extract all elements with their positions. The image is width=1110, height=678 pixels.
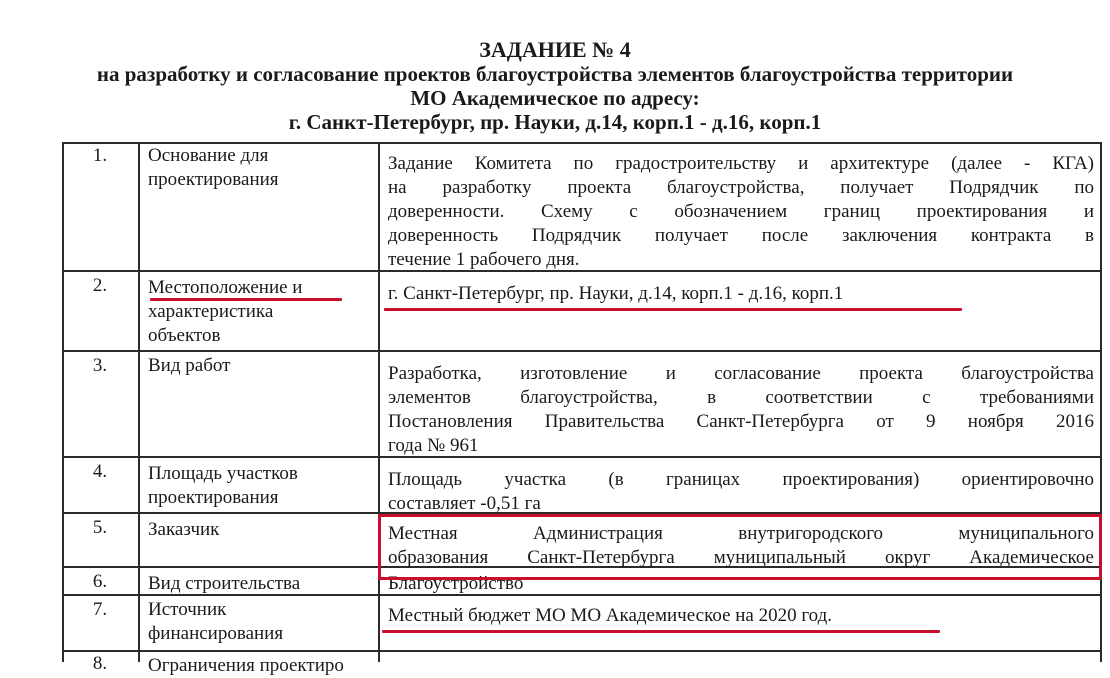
row-value [388, 468, 1094, 516]
row-name-line: объектов [148, 325, 221, 346]
row-name [148, 144, 374, 192]
row-name-line: Заказчик [148, 519, 220, 540]
row-name [148, 572, 374, 596]
row-value-line: Местная Администрация внутригородского муниципального [388, 523, 1094, 544]
row-number: 1. [92, 145, 108, 166]
row-number: 6. [92, 571, 108, 592]
row-name-line: Ограничения проектиро [148, 655, 344, 676]
row-value-line: доверенность Подрядчик получает после заключения контракта в [388, 225, 1094, 246]
table-border-col2 [378, 142, 380, 662]
row-name [148, 518, 374, 542]
row-value-line: образования Санкт-Петербурга муниципальный округ Академическое [388, 547, 1094, 568]
row-name-line: Источник [148, 599, 227, 620]
table-row-divider [62, 650, 1102, 652]
row-value-line: Постановления Правительства Санкт-Петербурга от 9 ноября 2016 [388, 411, 1094, 432]
row-value-line: Площадь участка (в границах проектирования) ориентировочно [388, 469, 1094, 490]
table-border-col1 [138, 142, 140, 662]
document-subtitle-line-3: г. Санкт-Петербург, пр. Науки, д.14, корп.1 - д.16, корп.1 [288, 110, 822, 134]
document-subtitle-line-1: на разработку и согласование проектов благоустройства элементов благоустройства территории [96, 62, 1014, 86]
row-value [388, 362, 1094, 458]
row-value-line: доверенности. Схему с обозначением границ проектирования и [388, 201, 1094, 222]
row-value-line: составляет -0,51 га [388, 493, 541, 514]
row-number: 8. [92, 653, 108, 674]
row-value [388, 152, 1094, 272]
row-number: 2. [92, 275, 108, 296]
task-table [62, 142, 1102, 676]
row-name-line: финансирования [148, 623, 284, 644]
table-row-divider [62, 350, 1102, 352]
row-name-line: Основание для [148, 145, 269, 166]
row-name-line: Вид строительства [148, 573, 301, 594]
row-name [148, 654, 374, 678]
row-value-line: на разработку проекта благоустройства, получает Подрядчик по [388, 177, 1094, 198]
row-name-line: проектирования [148, 487, 279, 508]
row-value-line: г. Санкт-Петербург, пр. Науки, д.14, корп.1 - д.16, корп.1 [388, 283, 844, 304]
red-underline-address [384, 308, 962, 311]
row-value-line: элементов благоустройства, в соответствии с требованиями [388, 387, 1094, 408]
row-value-line: Местный бюджет МО МО Академическое на 2020 год. [388, 605, 833, 626]
row-value-line: Задание Комитета по градостроительству и архитектуре (далее - КГА) [388, 153, 1094, 174]
document-title: ЗАДАНИЕ № 4 [479, 37, 631, 62]
row-name-line: проектирования [148, 169, 279, 190]
row-name-line: Местоположение и [148, 277, 303, 298]
row-value-line: Благоустройство [388, 573, 524, 594]
row-name [148, 598, 374, 646]
row-value [388, 282, 1094, 306]
row-number: 5. [92, 517, 108, 538]
row-number: 7. [92, 599, 108, 620]
table-border-right [1100, 142, 1102, 662]
row-name-line: Вид работ [148, 355, 231, 376]
row-name [148, 462, 374, 510]
row-name-line: характеристика [148, 301, 274, 322]
document-subtitle-line-2: МО Академическое по адресу: [410, 86, 700, 110]
row-name-line: Площадь участков [148, 463, 298, 484]
row-name [148, 276, 374, 348]
document-header [0, 38, 1110, 134]
row-value-line: Разработка, изготовление и согласование проекта благоустройства [388, 363, 1094, 384]
row-number: 4. [92, 461, 108, 482]
red-underline-location-label [150, 298, 342, 301]
row-name [148, 354, 374, 378]
row-value-line: года № 961 [388, 435, 479, 456]
row-value [388, 604, 1094, 628]
row-number: 3. [92, 355, 108, 376]
red-box-customer [378, 514, 1102, 580]
red-underline-funding [382, 630, 940, 633]
row-value-line: течение 1 рабочего дня. [388, 249, 580, 270]
